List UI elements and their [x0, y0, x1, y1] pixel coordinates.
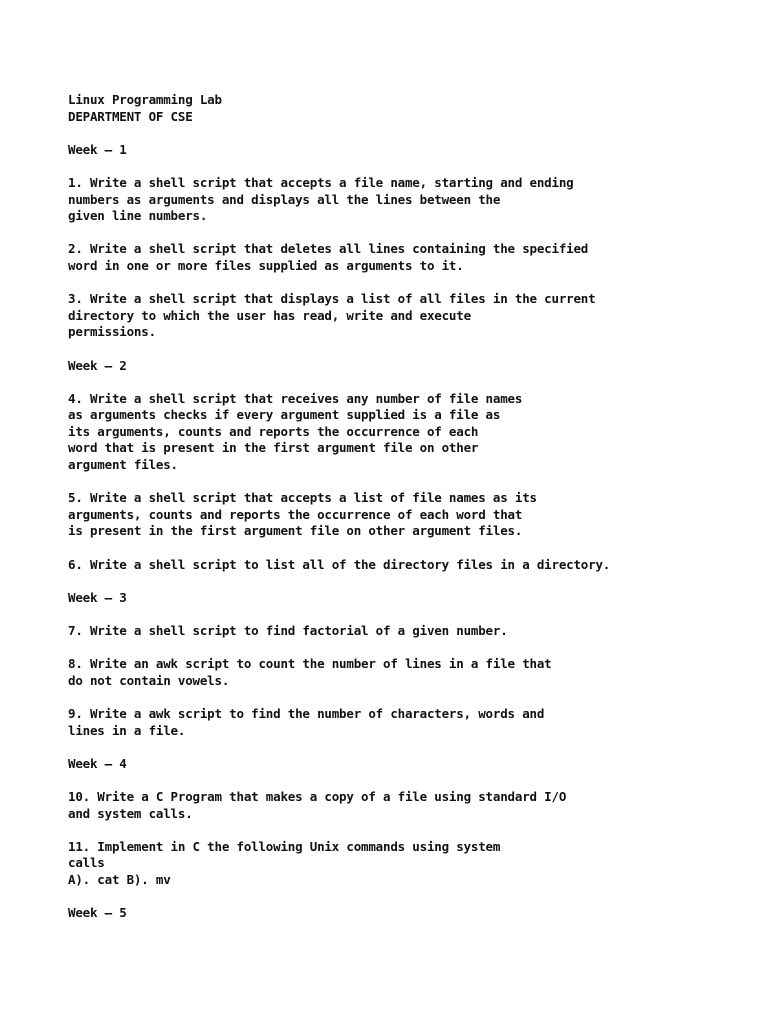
task-9-line: lines in a file.: [68, 722, 186, 738]
week-5-heading: Week – 5: [68, 905, 127, 921]
task-10-line: 10. Write a C Program that makes a copy of a file using standard I/O: [68, 788, 567, 804]
task-8-line: 8. Write an awk script to count the number of lines in a file that: [68, 656, 552, 672]
week-3-heading: Week – 3: [68, 589, 127, 605]
week-2-heading: Week – 2: [68, 357, 127, 373]
task-5-line: is present in the first argument file on other argument files.: [68, 523, 523, 539]
task-1: [68, 175, 708, 225]
task-10-line: and system calls.: [68, 805, 193, 821]
task-6: [68, 557, 708, 574]
task-5-line: arguments, counts and reports the occurrence of each word that: [68, 506, 523, 522]
task-3-line: permissions.: [68, 324, 156, 340]
task-8-line: do not contain vowels.: [68, 672, 230, 688]
task-11-line: 11. Implement in C the following Unix commands using system: [68, 838, 501, 854]
task-4: [68, 391, 708, 474]
task-7: [68, 623, 708, 640]
task-3: [68, 291, 708, 341]
task-1-line: numbers as arguments and displays all the lines between the: [68, 191, 501, 207]
task-9-line: 9. Write a awk script to find the number of characters, words and: [68, 705, 545, 721]
task-8: [68, 656, 708, 689]
task-11-line: calls: [68, 855, 105, 871]
task-4-line: 4. Write a shell script that receives any number of file names: [68, 390, 523, 406]
task-2-line: 2. Write a shell script that deletes all lines containing the specified: [68, 241, 589, 257]
week-4-heading: Week – 4: [68, 755, 127, 771]
document-page: [68, 92, 708, 922]
department-label: DEPARTMENT OF CSE: [68, 108, 193, 124]
document-title: Linux Programming Lab: [68, 92, 222, 107]
task-2: [68, 241, 708, 274]
task-9: [68, 706, 708, 739]
task-3-line: 3. Write a shell script that displays a list of all files in the current: [68, 291, 596, 307]
task-1-line: 1. Write a shell script that accepts a file name, starting and ending: [68, 174, 574, 190]
week-1-heading: Week – 1: [68, 141, 127, 157]
task-4-line: its arguments, counts and reports the occurrence of each: [68, 423, 479, 439]
task-4-line: argument files.: [68, 457, 178, 473]
task-4-line: word that is present in the first argument file on other: [68, 440, 479, 456]
task-3-line: directory to which the user has read, write and execute: [68, 307, 471, 323]
task-6-line: 6. Write a shell script to list all of the directory files in a directory.: [68, 556, 611, 572]
task-5-line: 5. Write a shell script that accepts a list of file names as its: [68, 490, 537, 506]
task-1-line: given line numbers.: [68, 208, 208, 224]
task-2-line: word in one or more files supplied as arguments to it.: [68, 257, 464, 273]
task-5: [68, 490, 708, 540]
task-11: [68, 839, 708, 889]
task-7-line: 7. Write a shell script to find factorial of a given number.: [68, 623, 508, 638]
task-4-line: as arguments checks if every argument supplied is a file as: [68, 407, 501, 423]
task-11-line: A). cat B). mv: [68, 871, 171, 887]
task-10: [68, 789, 708, 822]
